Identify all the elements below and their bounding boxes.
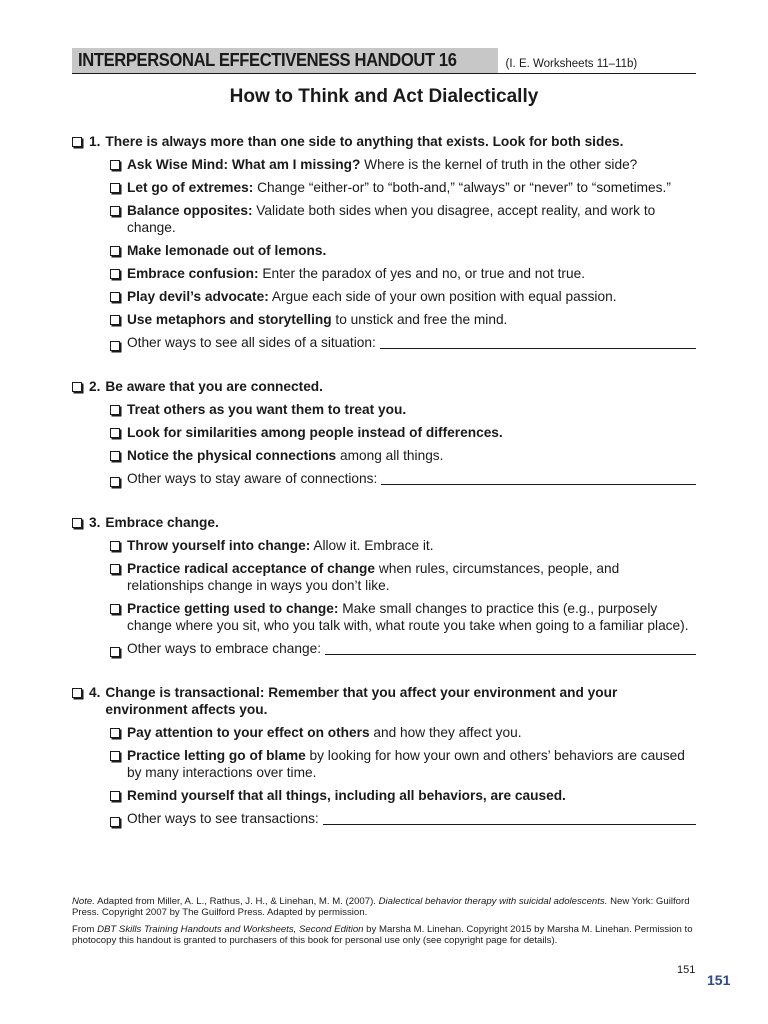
page-title: How to Think and Act Dialectically: [229, 86, 539, 107]
item-bold-text: Throw yourself into change:: [127, 538, 311, 553]
section-number: 2.: [89, 379, 101, 394]
section-heading-text: Be aware that you are connected.: [105, 379, 323, 394]
handout-body: [72, 133, 696, 854]
checkbox-icon[interactable]: [110, 728, 120, 738]
page-number-large: 151: [707, 972, 731, 988]
item-bold-text: Notice the physical connections: [127, 448, 337, 463]
note-book-title: Dialectical behavior therapy with suicidal adolescents.: [378, 896, 608, 907]
checkbox-icon[interactable]: [110, 817, 120, 827]
checkbox-icon[interactable]: [110, 477, 120, 487]
item-text: Where is the kernel of truth in the other side?: [360, 157, 638, 172]
checkbox-icon[interactable]: [72, 518, 82, 528]
worksheet-reference: (I. E. Worksheets 11–11b): [505, 58, 638, 70]
copyright-text: From: [72, 924, 98, 935]
item-text: to unstick and free the mind.: [331, 312, 508, 327]
checkbox-icon[interactable]: [110, 791, 120, 801]
list-item: [110, 447, 696, 464]
copyright-note: [72, 925, 696, 946]
checkbox-icon[interactable]: [110, 341, 120, 351]
section-heading: [72, 684, 696, 718]
item-text: among all things.: [336, 448, 444, 463]
handout-label: INTERPERSONAL EFFECTIVENESS HANDOUT 16: [78, 50, 457, 70]
checkbox-icon[interactable]: [110, 206, 120, 216]
item-bold-text: Look for similarities among people instead of differences.: [127, 425, 503, 440]
copyright-text: by Marsha M. Linehan. Copyright 2015 by Marsha M. Linehan. Permission to photocopy this handout is granted to purchasers of this book for personal use only (see copyright page for details).: [72, 924, 693, 946]
other-ways-item: [110, 810, 696, 827]
section-heading: [72, 514, 696, 531]
adaptation-note: [72, 897, 696, 918]
item-bold-text: Balance opposites:: [127, 203, 253, 218]
item-bold-text: Play devil’s advocate:: [127, 289, 269, 304]
item-bold-text: Pay attention to your effect on others: [127, 725, 370, 740]
list-item: [110, 747, 696, 781]
write-in-line[interactable]: [325, 640, 696, 655]
note-text: New York: Guilford Press. Copyright 2007 by The Guilford Press. Adapted by permission.: [72, 896, 690, 918]
section-heading-text: There is always more than one side to anything that exists. Look for both sides.: [105, 134, 624, 149]
other-ways-item: [110, 334, 696, 351]
write-in-line[interactable]: [323, 810, 696, 825]
checkbox-icon[interactable]: [110, 647, 120, 657]
other-ways-item: [110, 470, 696, 487]
checkbox-icon[interactable]: [110, 751, 120, 761]
list-item: [110, 265, 696, 282]
item-text: Enter the paradox of yes and no, or true and not true.: [258, 266, 586, 281]
checkbox-icon[interactable]: [110, 292, 120, 302]
section-number: 1.: [89, 134, 101, 149]
list-item: [110, 202, 696, 236]
list-item: [110, 537, 696, 554]
item-bold-text: Practice getting used to change:: [127, 601, 339, 616]
item-text: Make small changes to practice this (e.g., purposely change where you sit, who you talk with, what route you take when going to a familiar place).: [127, 601, 689, 633]
checkbox-icon[interactable]: [72, 688, 82, 698]
item-bold-text: Remind yourself that all things, including all behaviors, are caused.: [127, 788, 566, 803]
item-bold-text: Let go of extremes:: [127, 180, 254, 195]
section-1: [72, 133, 696, 351]
checkbox-icon[interactable]: [72, 382, 82, 392]
checkbox-icon[interactable]: [110, 315, 120, 325]
item-text: Argue each side of your own position with equal passion.: [268, 289, 617, 304]
list-item: [110, 600, 696, 634]
section-heading: [72, 378, 696, 395]
item-bold-text: Ask Wise Mind: What am I missing?: [127, 157, 361, 172]
item-text: and how they affect you.: [369, 725, 522, 740]
checkbox-icon[interactable]: [110, 269, 120, 279]
footnotes: [72, 897, 696, 953]
write-in-line[interactable]: [381, 470, 696, 485]
section-heading: [72, 133, 696, 150]
list-item: [110, 787, 696, 804]
list-item: [110, 424, 696, 441]
header-band: [72, 48, 498, 73]
item-bold-text: Use metaphors and storytelling: [127, 312, 332, 327]
checkbox-icon[interactable]: [110, 604, 120, 614]
note-label: Note.: [72, 896, 95, 907]
list-item: [110, 156, 696, 173]
section-number: 3.: [89, 515, 101, 530]
item-text: by looking for how your own and others’ behaviors are caused by many interactions over time.: [127, 748, 685, 780]
other-ways-item: [110, 640, 696, 657]
other-ways-label: Other ways to stay aware of connections:: [127, 471, 378, 486]
item-text: Validate both sides when you disagree, accept reality, and work to change.: [127, 203, 656, 235]
section-4: [72, 684, 696, 827]
note-text: Adapted from Miller, A. L., Rathus, J. H., & Linehan, M. M. (2007).: [94, 896, 379, 907]
checkbox-icon[interactable]: [110, 160, 120, 170]
list-item: [110, 401, 696, 418]
checkbox-icon[interactable]: [72, 137, 82, 147]
section-heading-text: Embrace change.: [105, 515, 219, 530]
item-bold-text: Make lemonade out of lemons.: [127, 243, 327, 258]
item-bold-text: Treat others as you want them to treat you.: [127, 402, 407, 417]
item-text: Allow it. Embrace it.: [310, 538, 434, 553]
checkbox-icon[interactable]: [110, 564, 120, 574]
section-2: [72, 378, 696, 487]
item-bold-text: Practice letting go of blame: [127, 748, 306, 763]
section-3: [72, 514, 696, 657]
item-bold-text: Practice radical acceptance of change: [127, 561, 376, 576]
checkbox-icon[interactable]: [110, 451, 120, 461]
other-ways-label: Other ways to see all sides of a situation:: [127, 335, 376, 350]
list-item: [110, 288, 696, 305]
checkbox-icon[interactable]: [110, 246, 120, 256]
list-item: [110, 311, 696, 328]
other-ways-label: Other ways to see transactions:: [127, 811, 319, 826]
write-in-line[interactable]: [380, 334, 696, 349]
checkbox-icon[interactable]: [110, 405, 120, 415]
copyright-book-title: DBT Skills Training Handouts and Worksheets, Second Edition: [97, 924, 364, 935]
list-item: [110, 560, 696, 594]
checkbox-icon[interactable]: [110, 541, 120, 551]
section-number: 4.: [89, 685, 101, 700]
item-text: Change “either-or” to “both-and,” “always” or “never” to “sometimes.”: [253, 180, 671, 195]
other-ways-label: Other ways to embrace change:: [127, 641, 322, 656]
item-bold-text: Embrace confusion:: [127, 266, 259, 281]
item-text: when rules, circumstances, people, and relationships change in ways you don’t like.: [127, 561, 620, 593]
handout-header: [72, 48, 696, 74]
page-number-small: 151: [677, 964, 696, 976]
checkbox-icon[interactable]: [110, 428, 120, 438]
list-item: [110, 724, 696, 741]
list-item: [110, 179, 696, 196]
checkbox-icon[interactable]: [110, 183, 120, 193]
section-heading-text: Change is transactional: Remember that you affect your environment and your environment affects you.: [105, 685, 618, 717]
list-item: [110, 242, 696, 259]
